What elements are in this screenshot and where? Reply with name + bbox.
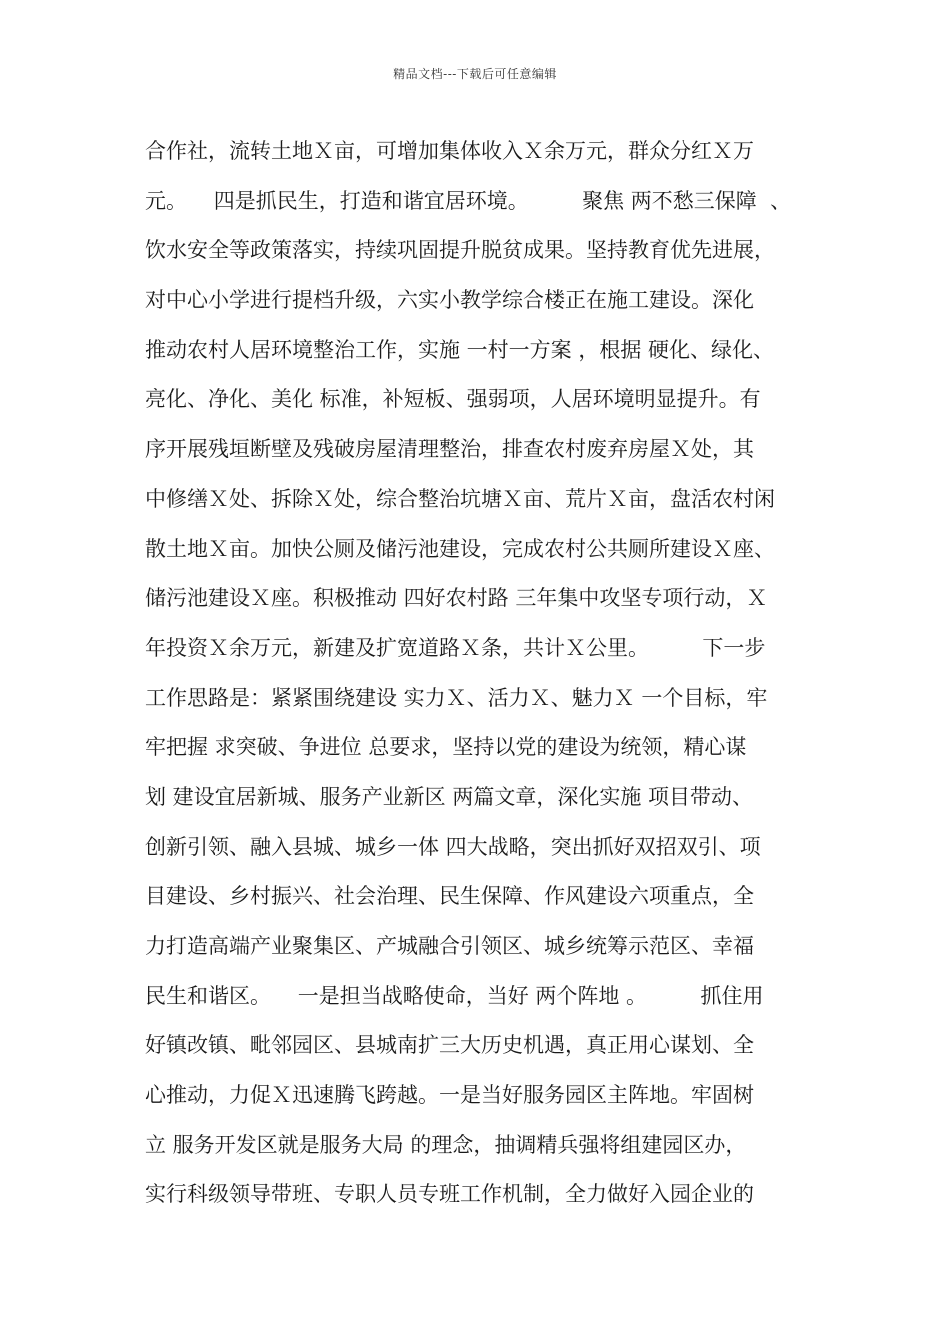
text-line: 民生和谐区。 一是担当战略使命，当好 两个阵地 。 抓住用 xyxy=(145,983,764,1008)
document-body xyxy=(145,131,825,1224)
page-header: 精品文档---下载后可任意编辑 xyxy=(393,67,557,81)
text-line: 立 服务开发区就是服务大局 的理念，抽调精兵强将组建园区办， xyxy=(145,1132,747,1157)
text-line: 储污池建设Ｘ座。积极推动 四好农村路 三年集中攻坚专项行动，Ｘ xyxy=(145,586,768,611)
text-line: 亮化、净化、美化 标准，补短板、强弱项，人居环境明显提升。有 xyxy=(145,387,761,412)
text-line: 对中心小学进行提档升级，六实小教学综合楼正在施工建设。深化 xyxy=(145,288,754,313)
text-line: 好镇改镇、毗邻园区、县城南扩三大历史机遇，真正用心谋划、全 xyxy=(145,1033,754,1058)
text-line: 工作思路是：紧紧围绕建设 实力Ｘ、活力Ｘ、魅力Ｘ 一个目标，牢 xyxy=(145,685,768,710)
text-line: 合作社，流转土地Ｘ亩，可增加集体收入Ｘ余万元，群众分红Ｘ万 xyxy=(145,139,754,163)
text-line: 中修缮Ｘ处、拆除Ｘ处，综合整治坑塘Ｘ亩、荒片Ｘ亩，盘活农村闲 xyxy=(145,486,775,511)
text-line: 散土地Ｘ亩。加快公厕及储污池建设，完成农村公共厕所建设Ｘ座、 xyxy=(145,536,775,561)
text-line: 力打造高端产业聚集区、产城融合引领区、城乡统筹示范区、幸福 xyxy=(145,934,754,958)
text-line: 年投资Ｘ余万元，新建及扩宽道路Ｘ条，共计Ｘ公里。 下一步 xyxy=(145,635,766,660)
text-line: 实行科级领导带班、专职人员专班工作机制，全力做好入园企业的 xyxy=(145,1182,754,1207)
text-line: 推动农村人居环境整治工作，实施 一村一方案 ，根据 硬化、绿化、 xyxy=(145,337,775,362)
text-line: 序开展残垣断壁及残破房屋清理整治，排查农村废弃房屋Ｘ处，其 xyxy=(145,437,754,462)
text-line: 牢把握 求突破、争进位 总要求，坚持以党的建设为统领，精心谋 xyxy=(145,735,747,760)
text-line: 划 建设宜居新城、服务产业新区 两篇文章，深化实施 项目带动、 xyxy=(145,784,754,809)
text-line: 元。 四是抓民生，打造和谐宜居环境。 聚焦 两不愁三保障 、 xyxy=(145,188,792,213)
text-line: 心推动，力促Ｘ迅速腾飞跨越。一是当好服务园区主阵地。牢固树 xyxy=(145,1083,754,1108)
text-line: 创新引领、融入县城、城乡一体 四大战略，突出抓好双招双引、项 xyxy=(145,834,761,859)
text-line: 目建设、乡村振兴、社会治理、民生保障、作风建设六项重点，全 xyxy=(145,884,754,909)
text-line: 饮水安全等政策落实，持续巩固提升脱贫成果。坚持教育优先进展， xyxy=(145,238,775,263)
